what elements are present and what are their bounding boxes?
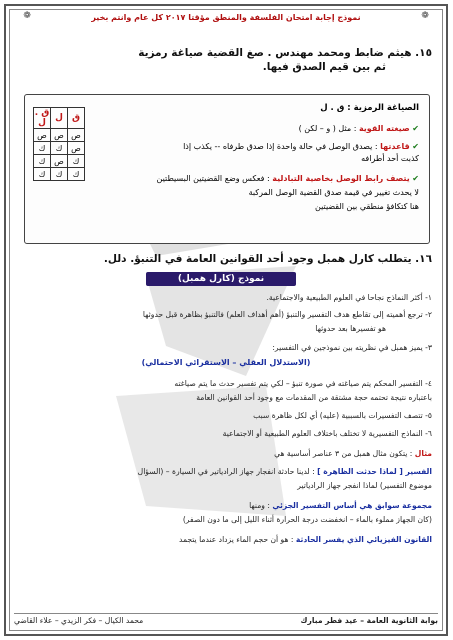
document-page [4,4,448,636]
truth-cell: ص [68,129,85,142]
model-title: نموذج (كارل همبل) [146,272,296,286]
property-text: : فعكس وضع القضيتين البسيطتين [156,174,270,183]
property-label: يتصف رابط الوصل بخاصية التبادلية [272,174,410,183]
rule-line [115,141,419,152]
question-16 [26,252,432,266]
form-text: : مثل ( و – لكن ) [298,124,357,133]
element-3 [22,534,432,545]
truth-cell: ص [34,129,51,142]
truth-table-header: ل [51,108,68,129]
question-16-number: ١٦. [415,253,432,265]
element-1 [22,466,432,477]
truth-cell: ك [51,142,68,155]
element-1-text: : لدينا حادثة انفجار جهاز الرادياتير في السيارة – (السؤال [137,467,315,476]
symbolic-form: الصياغة الرمزية : ق . ل [320,103,419,113]
element-2-cont: (كان الجهاز مملوء بالماء – انخفضت درجة الحرارة أثناء الليل إلى ما دون الصفر) [182,515,432,524]
truth-cell: ص [68,142,85,155]
form-label: صيغته القوية [358,124,410,133]
page-footer [14,613,438,628]
q16-line-4: ٣- يميز همبل في نظريته بين نموذجين في التفسير: [272,343,432,352]
q16-line-9: ٦- النماذج التفسيرية لا تختلف باختلاف العلوم الطبيعية أو الاجتماعية [222,429,432,438]
q16-line-5: (الاستدلال العقلي – الاستقرائي الاحتمالي) [141,358,311,367]
truth-table [33,107,85,181]
answer-box-15 [24,94,430,244]
element-3-title: القانون الفيزيائي الذي يفسر الحادثة [295,535,432,544]
truth-cell: ص [51,155,68,168]
rule-cont: كذبت أحد أطرافه [361,154,419,163]
check-icon: ✔ [412,142,419,151]
question-15-text-line1: هيثم ضابط ومحمد مهندس . صغ القضية صياغة رمزية [138,47,412,59]
question-16-text: يتطلب كارل همبل وجود أحد القوانين العامة في التنبؤ. دلل. [103,253,412,265]
element-2 [22,500,432,511]
question-15-line2: ثم بين قيم الصدق فيها. [262,61,386,73]
property-cont1: لا يحدث تغيير في قيمة صدق القضية الوصل المركبة [248,188,419,197]
decoration-right-icon: ❁ [421,11,429,21]
q16-line-6: ٤- التفسير المحكم يتم صياغته في صورة تنبؤ – لكي يتم تفسير حدث ما يتم صياغته [174,379,432,388]
truth-cell: ك [68,155,85,168]
question-15-number: ١٥. [415,47,432,59]
rule-label: قاعدتها [380,142,410,151]
element-2-title: مجموعة سوابق هي أساس التفسير الجزئي [272,501,432,510]
truth-cell: ك [34,142,51,155]
truth-cell: ك [34,168,51,181]
element-1-title: الفسير [ لماذا حدثت الظاهرة ] [317,467,432,476]
truth-table-header: ق [68,108,85,129]
rule-text: : يصدق الوصل في حالة واحدة إذا صدق طرفاه -- يكذب إذا [183,142,378,151]
q16-line-3: هو تفسيرها بعد حدوثها [315,324,386,333]
check-icon: ✔ [412,174,419,183]
truth-cell: ك [34,155,51,168]
truth-cell: ك [51,168,68,181]
check-icon: ✔ [412,124,419,133]
property-line [31,173,419,184]
element-3-text: : هو أن حجم الماء يزداد عندما يتجمد [178,535,294,544]
question-15 [26,46,432,60]
form-line [115,123,419,134]
example-intro: : يتكون مثال همبل من ٣ عناصر أساسية هي [274,449,413,458]
q16-line-8: ٥- تتصف التفسيرات بالسببية (عليه) أي لكل ظاهرة سبب [253,411,432,420]
q16-line-7: باعتباره نتيجة تحتمه حجة مشتقة من المقدمات مع وجود أحد القوانين العامة [196,393,432,402]
q16-line-1: ١- أكثر النماذج نجاحا في العلوم الطبيعية والاجتماعية. [266,293,432,302]
example-line [22,448,432,459]
truth-cell: ك [68,168,85,181]
truth-cell: ص [51,129,68,142]
q16-line-2: ٢- ترجع أهميته إلى تقاطع هدف التفسير والتنبؤ (أهم أهداف العلم) فالتنبؤ بظاهرة قبل حدوثها [142,310,432,319]
footer-authors: محمد الكيال – فكر الزيدي – علاء القاضي [14,616,144,625]
page-banner: نموذج إجابة امتحان الفلسفة والمنطق مؤقتا ٢٠١٧ كل عام وانتم بخير [91,13,361,22]
element-1-cont: موضوع التفسير) لماذا انفجر جهاز الرادياتير [297,481,432,490]
element-2-text: : ومنها [249,501,270,510]
truth-table-header: ق . ل [34,108,50,128]
property-cont2: هنا كتكافؤ منطقي بين القضيتين [315,202,419,211]
decoration-left-icon: ❁ [23,11,31,21]
footer-brand: بوابة الثانوية العامة – عيد فطر مبارك [300,616,438,625]
example-label: مثال [414,449,432,458]
